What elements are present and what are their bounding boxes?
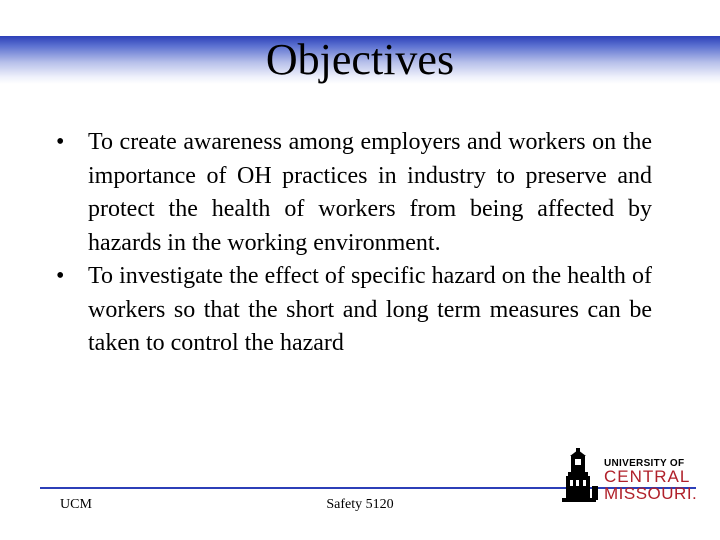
slide-title: Objectives xyxy=(265,35,455,84)
bullet-text: To create awareness among employers and workers on the importance of OH practices in industry to preserve and protect the health of workers from being affected by hazards in the working environment. xyxy=(88,129,652,256)
bullet-item xyxy=(56,126,652,260)
bullet-list xyxy=(56,126,652,361)
logo-line-central: CENTRAL xyxy=(604,467,691,486)
bullet-text: To investigate the effect of specific hazard on the health of workers so that the short and long term measures can be taken to control the hazard xyxy=(88,263,652,356)
clock-tower-icon xyxy=(560,446,600,506)
footer-course: Safety 5120 xyxy=(326,497,394,512)
bullet-dot: • xyxy=(56,263,65,289)
bullet-item xyxy=(56,260,652,361)
logo-line-university: UNIVERSITY OF xyxy=(604,458,685,469)
logo-line-missouri: MISSOURI. xyxy=(604,484,698,503)
footer-org: UCM xyxy=(60,497,92,512)
bullet-dot: • xyxy=(56,129,65,155)
university-logo xyxy=(560,446,698,506)
